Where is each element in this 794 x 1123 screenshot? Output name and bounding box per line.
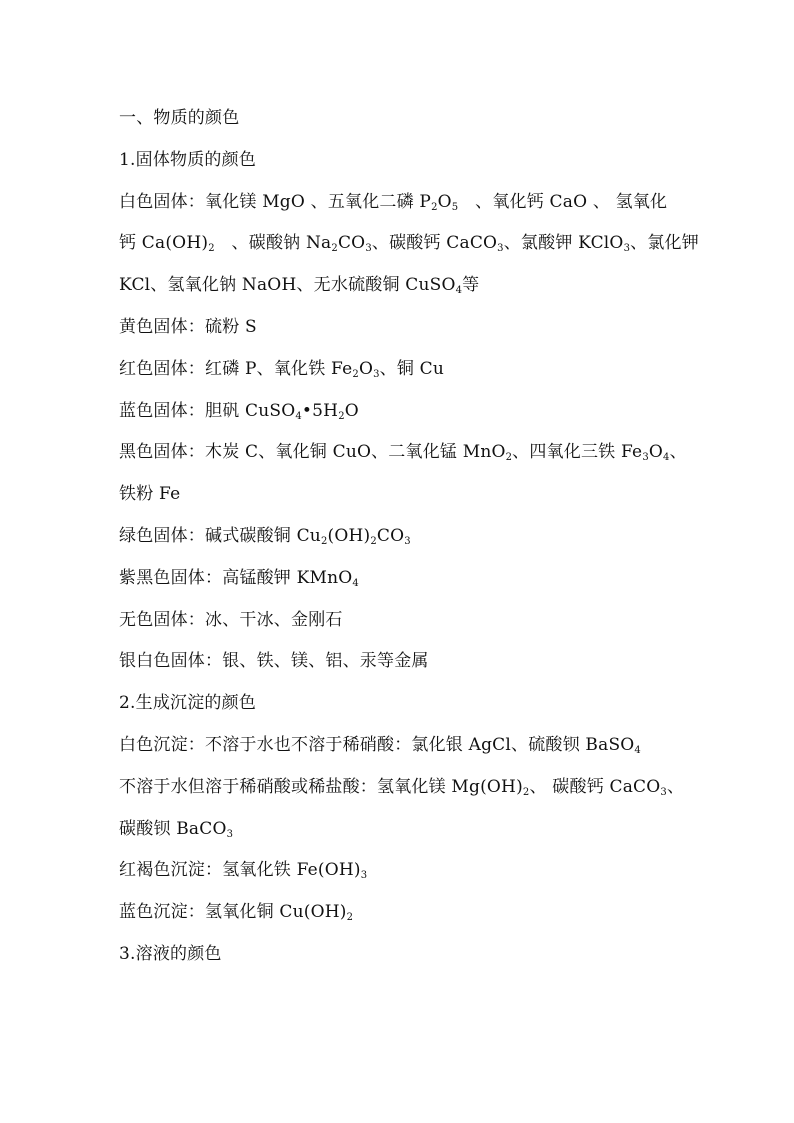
text-segment: 黄色固体：硫粉 S [119, 316, 257, 337]
text-segment: 一、物质的颜色 [119, 108, 240, 128]
text-segment: 等 [462, 275, 480, 296]
text-line [119, 104, 699, 146]
text-segment: 、氧化钙 CaO 、 氢氧化 [458, 191, 668, 212]
subscript: 2 [346, 912, 354, 924]
text-segment: 无色固体：冰、干冰、金刚石 [119, 609, 343, 630]
text-line [119, 731, 699, 773]
text-segment: 蓝色固体：胆矾 CuSO [119, 400, 296, 421]
text-segment: CO [337, 233, 366, 254]
text-segment: 、 [669, 442, 687, 463]
subscript: 2 [331, 243, 338, 255]
text-segment: 白色固体：氧化镁 MgO 、五氧化二磷 P [119, 191, 432, 212]
subscript: 3 [660, 786, 667, 798]
subscript: 4 [295, 410, 302, 422]
subscript: 5 [451, 201, 459, 213]
text-line [119, 146, 699, 188]
text-segment: (OH) [327, 525, 371, 546]
subscript: 2 [505, 452, 513, 464]
text-segment: 银白色固体：银、铁、镁、铝、汞等金属 [119, 651, 429, 672]
text-line [119, 856, 699, 898]
text-line [119, 229, 699, 271]
text-segment: 3.溶液的颜色 [119, 943, 222, 964]
text-segment: 铁粉 Fe [119, 484, 181, 505]
subscript: 2 [370, 535, 377, 547]
document-page [119, 104, 699, 982]
text-segment: 、铜 Cu [379, 358, 445, 379]
subscript: 2 [431, 201, 438, 213]
subscript: 3 [360, 870, 368, 882]
text-line [119, 606, 699, 648]
text-segment: 白色沉淀：不溶于水也不溶于稀硝酸：氯化银 AgCl、硫酸钡 BaSO [119, 734, 635, 755]
subscript: 2 [338, 410, 345, 422]
subscript: 3 [642, 452, 649, 464]
text-segment: 1.固体物质的颜色 [119, 149, 257, 170]
text-segment: 、 [666, 776, 685, 797]
subscript: 4 [634, 744, 641, 756]
text-segment: 不溶于水但溶于稀硝酸或稀盐酸：氢氧化镁 Mg(OH) [119, 776, 523, 797]
text-line [119, 940, 699, 982]
text-segment: 红色固体：红磷 P、氧化铁 Fe [119, 358, 353, 379]
text-segment: 、氯化钾 [630, 233, 699, 254]
text-line [119, 647, 699, 689]
text-segment: 碳酸钡 BaCO [119, 818, 227, 839]
text-segment: O [344, 400, 359, 421]
subscript: 2 [352, 368, 359, 380]
subscript: 4 [663, 452, 670, 464]
text-segment: •5H [301, 400, 339, 421]
text-segment: 、碳酸钠 Na [214, 233, 332, 254]
text-segment: 、碳酸钙 CaCO [371, 233, 498, 254]
text-segment: O [437, 191, 452, 212]
text-segment: 绿色固体：碱式碳酸铜 Cu [119, 525, 321, 546]
subscript: 4 [455, 285, 463, 297]
text-segment: 红褐色沉淀：氢氧化铁 Fe(OH) [119, 860, 361, 881]
text-line [119, 815, 699, 857]
text-segment: O [358, 358, 374, 379]
text-line [119, 355, 699, 397]
text-line [119, 564, 699, 606]
text-segment: O [648, 442, 664, 463]
subscript: 3 [365, 243, 372, 255]
text-segment: 、 碳酸钙 CaCO [529, 776, 661, 797]
text-segment: 钙 Ca(OH) [119, 233, 209, 254]
text-line [119, 689, 699, 731]
text-segment: 紫黑色固体：高锰酸钾 KMnO [119, 567, 353, 588]
subscript: 3 [623, 243, 631, 255]
subscript: 3 [373, 368, 380, 380]
text-line [119, 313, 699, 355]
subscript: 2 [320, 535, 328, 547]
text-segment: 、四氧化三铁 Fe [512, 442, 643, 463]
text-segment: 黑色固体：木炭 C、氧化铜 CuO、二氧化锰 MnO [119, 442, 506, 463]
subscript: 4 [352, 577, 359, 589]
subscript: 2 [522, 786, 530, 798]
subscript: 3 [226, 828, 234, 840]
text-line [119, 522, 699, 564]
text-segment: 2.生成沉淀的颜色 [119, 693, 257, 714]
text-line [119, 438, 699, 480]
text-line [119, 271, 699, 313]
text-segment: 蓝色沉淀：氢氧化铜 Cu(OH) [119, 902, 347, 923]
text-segment: 、氯酸钾 KClO [503, 233, 624, 254]
subscript: 3 [497, 243, 504, 255]
text-segment: CO [376, 525, 405, 546]
text-line [119, 773, 699, 815]
text-line [119, 397, 699, 439]
text-segment: KCl、氢氧化钠 NaOH、无水硫酸铜 CuSO [119, 275, 456, 296]
text-line [119, 188, 699, 230]
text-line [119, 898, 699, 940]
text-line [119, 480, 699, 522]
subscript: 2 [208, 243, 215, 255]
subscript: 3 [404, 535, 411, 547]
